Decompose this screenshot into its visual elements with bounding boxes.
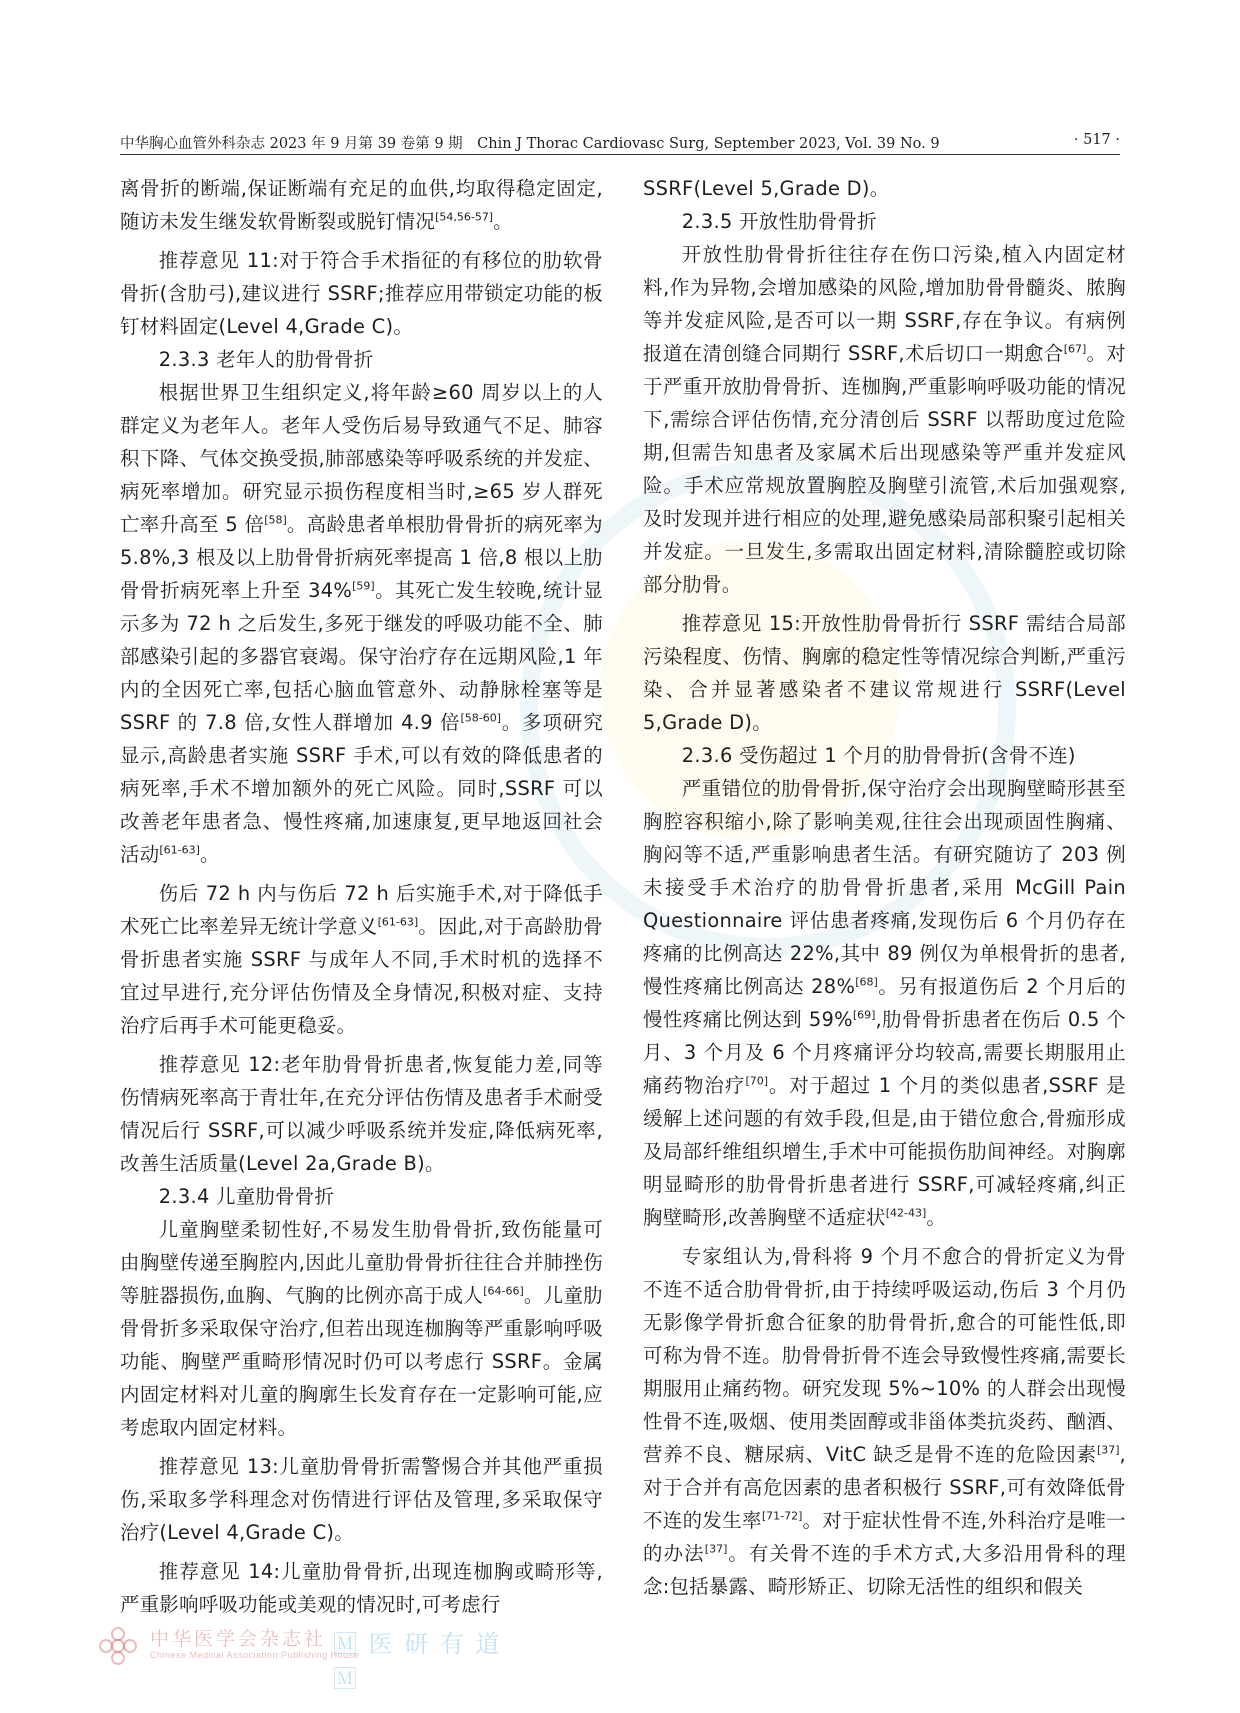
citation[interactable]: [67] <box>1063 342 1087 356</box>
recommendation-13: 推荐意见 13:儿童肋骨骨折需警惕合并其他严重损伤,采取多学科理念对伤情进行评估及管理,多采取保守治疗(Level 4,Grade C)。 <box>120 1455 603 1544</box>
paragraph: 离骨折的断端,保证断端有充足的血供,均取得稳定固定,随访未发生继发软骨断裂或脱钉情况[54,56-57]。 <box>120 177 603 233</box>
citation[interactable]: [58-60] <box>460 711 502 725</box>
paragraph: 专家组认为,骨科将 9 个月不愈合的骨折定义为骨不连不适合肋骨骨折,由于持续呼吸运动,伤后 3 个月仍无影像学骨折愈合征象的肋骨骨折,愈合的可能性低,即可称为骨不连。肋骨骨折骨不连会导致慢性疼痛,需要长期服用止痛药物。研究发现 5%~10% 的人群会出现慢性骨不连,吸烟、使用类固醇或非甾体类抗炎药、酗酒、营养不良、糖尿病、VitC 缺乏是骨不连的危险因素[37],对于合并有高危因素的患者积极行 SSRF,可有效降低骨不连的发生率[71-72]。对于症状性骨不连,外科治疗是唯一的办法[37]。有关骨不连的手术方式,大多沿用骨科的理念:包括暴露、畸形矫正、切除无活性的组织和假关 <box>643 1245 1126 1598</box>
paragraph: 根据世界卫生组织定义,将年龄≥60 周岁以上的人群定义为老年人。老年人受伤后易导致通气不足、肺容积下降、气体交换受损,肺部感染等呼吸系统的并发症、病死率增加。研究显示损伤程度相当时,≥65 岁人群死亡率升高至 5 倍[58]。高龄患者单根肋骨骨折的病死率为 5.8%,3 根及以上肋骨骨折病死率提高 1 倍,8 根以上肋骨骨折病死率上升至 34%[59]。其死亡发生较晚,统计显示多为 72 h 之后发生,多死于继发的呼吸功能不全、肺部感染引起的多器官衰竭。保守治疗存在远期风险,1 年内的全因死亡率,包括心脑血管意外、动静脉栓塞等是 SSRF 的 7.8 倍,女性人群增加 4.9 倍[58-60]。多项研究显示,高龄患者实施 SSRF 手术,可以有效的降低患者的病死率,手术不增加额外的死亡风险。同时,SSRF 可以改善老年患者急、慢性疼痛,加速康复,更早地返回社会活动[61-63]。 <box>120 381 603 866</box>
section-heading-2-3-4: 2.3.4 儿童肋骨骨折 <box>158 1185 335 1208</box>
paragraph: 开放性肋骨骨折往往存在伤口污染,植入内固定材料,作为异物,会增加感染的风险,增加肋骨骨髓炎、脓胸等并发症风险,是否可以一期 SSRF,存在争议。有病例报道在清创缝合同期行 SSRF,术后切口一期愈合[67]。对于严重开放肋骨骨折、连枷胸,严重影响呼吸功能的情况下,需综合评估伤情,充分清创后 SSRF 以帮助度过危险期,但需告知患者及家属术后出现感染等严重并发症风险。手术应常规放置胸腔及胸壁引流管,术后加强观察,及时发现并进行相应的处理,避免感染局部积聚引起相关并发症。一旦发生,多需取出固定材料,清除髓腔或切除部分肋骨。 <box>643 243 1126 596</box>
paragraph: 儿童胸壁柔韧性好,不易发生肋骨骨折,致伤能量可由胸壁传递至胸腔内,因此儿童肋骨骨折往往合并肺挫伤等脏器损伤,血胸、气胸的比例亦高于成人[64-66]。儿童肋骨骨折多采取保守治疗,但若出现连枷胸等严重影响呼吸功能、胸壁严重畸形情况时仍可以考虑行 SSRF。金属内固定材料对儿童的胸廓生长发育存在一定影响可能,应考虑取内固定材料。 <box>120 1218 603 1439</box>
citation[interactable]: [70] <box>745 1074 769 1088</box>
header-rule <box>120 154 1120 155</box>
publisher-name: 中华医学会杂志社 <box>150 1628 327 1650</box>
section-heading-2-3-3: 2.3.3 老年人的肋骨骨折 <box>158 348 374 371</box>
recommendation-15: 推荐意见 15:开放性肋骨骨折行 SSRF 需结合局部污染程度、伤情、胸廓的稳定性等情况综合判断,严重污染、合并显著感染者不建议常规进行 SSRF(Level 5,Grade D)。 <box>643 612 1126 734</box>
section-heading-2-3-6: 2.3.6 受伤超过 1 个月的肋骨骨折(含骨不连) <box>681 744 1076 767</box>
right-column <box>643 172 1126 1682</box>
brand-logos: 🄼 医 研 有 道 🄼 <box>333 1630 502 1693</box>
paragraph: 严重错位的肋骨骨折,保守治疗会出现胸壁畸形甚至胸腔容积缩小,除了影响美观,往往会出现顽固性胸痛、胸闷等不适,严重影响患者生活。有研究随访了 203 例未接受手术治疗的肋骨骨折患者,采用 McGill Pain Questionnaire 评估患者疼痛,发现伤后 6 个月仍存在疼痛的比例高达 22%,其中 89 例仅为单根骨折的患者,慢性疼痛比例高达 28%[68]。另有报道伤后 2 个月后的慢性疼痛比例达到 59%[69],肋骨骨折患者在伤后 0.5 个月、3 个月及 6 个月疼痛评分均较高,需要长期服用止痛药物治疗[70]。对于超过 1 个月的类似患者,SSRF 是缓解上述问题的有效手段,但是,由于错位愈合,骨痂形成及局部纤维组织增生,手术中可能损伤肋间神经。对胸廓明显畸形的肋骨骨折患者进行 SSRF,可减轻疼痛,纠正胸壁畸形,改善胸壁不适症状[42-43]。 <box>643 777 1126 1229</box>
paragraph: 伤后 72 h 内与伤后 72 h 后实施手术,对于降低手术死亡比率差异无统计学意义[61-63]。因此,对于高龄肋骨骨折患者实施 SSRF 与成年人不同,手术时机的选择不宜过早进行,充分评估伤情及全身情况,积极对症、支持治疗后再手术可能更稳妥。 <box>120 882 603 1037</box>
citation[interactable]: [59] <box>352 579 375 593</box>
publisher-name-en: Chinese Medical Association Publishing House <box>150 1650 360 1660</box>
left-column <box>120 172 603 1682</box>
journal-citation: 中华胸心血管外科杂志 2023 年 9 月第 39 卷第 9 期 Chin J Thorac Cardiovasc Surg, September 2023, Vol. 39 No. 9 <box>120 136 940 152</box>
recommendation-14: 推荐意见 14:儿童肋骨骨折,出现连枷胸或畸形等,严重影响呼吸功能或美观的情况时,可考虑行 <box>120 1560 603 1616</box>
citation[interactable]: [54,56-57] <box>435 210 494 224</box>
paragraph: SSRF(Level 5,Grade D)。 <box>643 177 890 200</box>
citation[interactable]: [37] <box>1096 1443 1120 1457</box>
citation[interactable]: [42-43] <box>885 1206 927 1220</box>
running-header <box>120 128 1120 156</box>
citation[interactable]: [69] <box>852 1008 876 1022</box>
citation[interactable]: [68] <box>855 975 878 989</box>
recommendation-11: 推荐意见 11:对于符合手术指征的有移位的肋软骨骨折(含肋弓),建议进行 SSRF;推荐应用带锁定功能的板钉材料固定(Level 4,Grade C)。 <box>120 249 603 338</box>
citation[interactable]: [64-66] <box>483 1284 524 1298</box>
page-number: · 517 · <box>1073 132 1120 148</box>
recommendation-12: 推荐意见 12:老年肋骨骨折患者,恢复能力差,同等伤情病死率高于青壮年,在充分评估伤情及患者手术耐受情况后行 SSRF,可以减少呼吸系统并发症,降低病死率,改善生活质量(Level 2a,Grade B)。 <box>120 1053 603 1175</box>
citation[interactable]: [37] <box>704 1542 728 1556</box>
citation[interactable]: [71-72] <box>761 1509 803 1523</box>
citation[interactable]: [58] <box>264 513 287 527</box>
section-heading-2-3-5: 2.3.5 开放性肋骨骨折 <box>681 210 877 233</box>
citation[interactable]: [61-63] <box>377 915 419 929</box>
citation[interactable]: [61-63] <box>159 843 200 857</box>
